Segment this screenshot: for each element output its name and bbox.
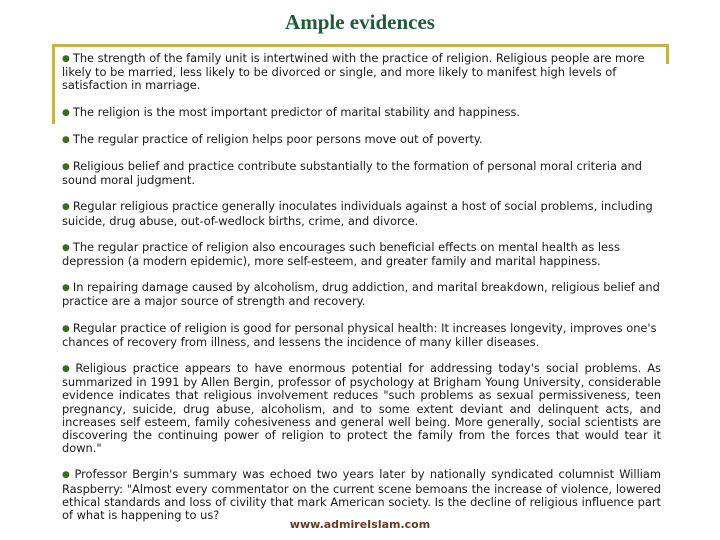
list-item-text: The regular practice of religion helps poor persons move out of poverty. xyxy=(72,131,483,146)
list-item-text: The strength of the family unit is intertwined with the practice of religion. Religious people are more likely to be married, less likely to be divorced or single, and more likely to manifest high levels of satisfaction in marriage. xyxy=(62,51,645,93)
list-item-text: In repairing damage caused by alcoholism, drug addiction, and marital breakdown, religious belief and practice are a major source of strength and recovery. xyxy=(62,280,660,309)
bullet-icon: ● xyxy=(62,283,70,294)
bullet-icon: ● xyxy=(62,364,73,375)
bullet-icon: ● xyxy=(62,470,72,481)
list-item-text: Religious belief and practice contribute substantially to the formation of personal moral criteria and sound moral judgment. xyxy=(62,159,643,188)
list-item xyxy=(62,468,661,522)
list-item-text: Religious practice appears to have enormous potential for addressing today's social problems. As summarized in 1991 by Allen Bergin, professor of psychology at Brigham Young University, considerable evidence indicates that religious involvement reduces "such problems as sexual permissiveness, teen pregnancy, suicide, drug abuse, alcoholism, and to some extent deviant and delinquent acts, and increases self esteem, family cohesiveness and general well being. More generally, social scientists are discovering the continuing power of religion to protect the family from the forces that would tear it down." xyxy=(62,361,661,456)
bullet-icon: ● xyxy=(62,242,70,253)
slide-title: Ample evidences xyxy=(285,10,435,34)
list-item xyxy=(62,322,661,349)
list-item xyxy=(62,200,661,227)
list-item xyxy=(62,52,661,93)
accent-line-end xyxy=(666,44,669,64)
list-item xyxy=(62,106,661,120)
evidence-list xyxy=(62,52,661,535)
list-item xyxy=(62,160,661,187)
bullet-icon: ● xyxy=(62,323,70,334)
bullet-icon: ● xyxy=(62,162,70,173)
list-item-text: The regular practice of religion also encourages such beneficial effects on mental health as less depression (a modern epidemic), more self-esteem, and greater family and marital happiness. xyxy=(62,239,620,269)
bullet-icon: ● xyxy=(62,54,70,64)
bullet-icon: ● xyxy=(62,134,70,145)
list-item-text: The religion is the most important predictor of marital stability and happiness. xyxy=(72,104,521,119)
accent-horizontal-line xyxy=(52,44,669,47)
list-item xyxy=(62,281,661,308)
list-item-text: Regular practice of religion is good for personal physical health: It increases longevity, improves one's chances of recovery from illness, and lessens the incidence of many killer diseases. xyxy=(62,320,657,349)
list-item xyxy=(62,133,661,147)
list-item-text: Regular religious practice generally inoculates individuals against a host of social problems, including suicide, drug abuse, out-of-wedlock births, crime, and divorce. xyxy=(62,199,653,228)
accent-vertical-line xyxy=(52,44,55,124)
footer-url: www.admireIslam.com xyxy=(289,518,431,531)
bullet-icon: ● xyxy=(62,107,70,118)
list-item-text: Professor Bergin's summary was echoed two years later by nationally syndicated columnist William Raspberry: "Almost every commentator on the current scene bemoans the increase of violence, lowered ethical standards and loss of civility that mark American society. Is the decline of religious influence part of what is happening to us? xyxy=(62,467,662,523)
bullet-icon: ● xyxy=(62,202,70,213)
list-item xyxy=(62,241,661,268)
list-item xyxy=(62,362,661,455)
